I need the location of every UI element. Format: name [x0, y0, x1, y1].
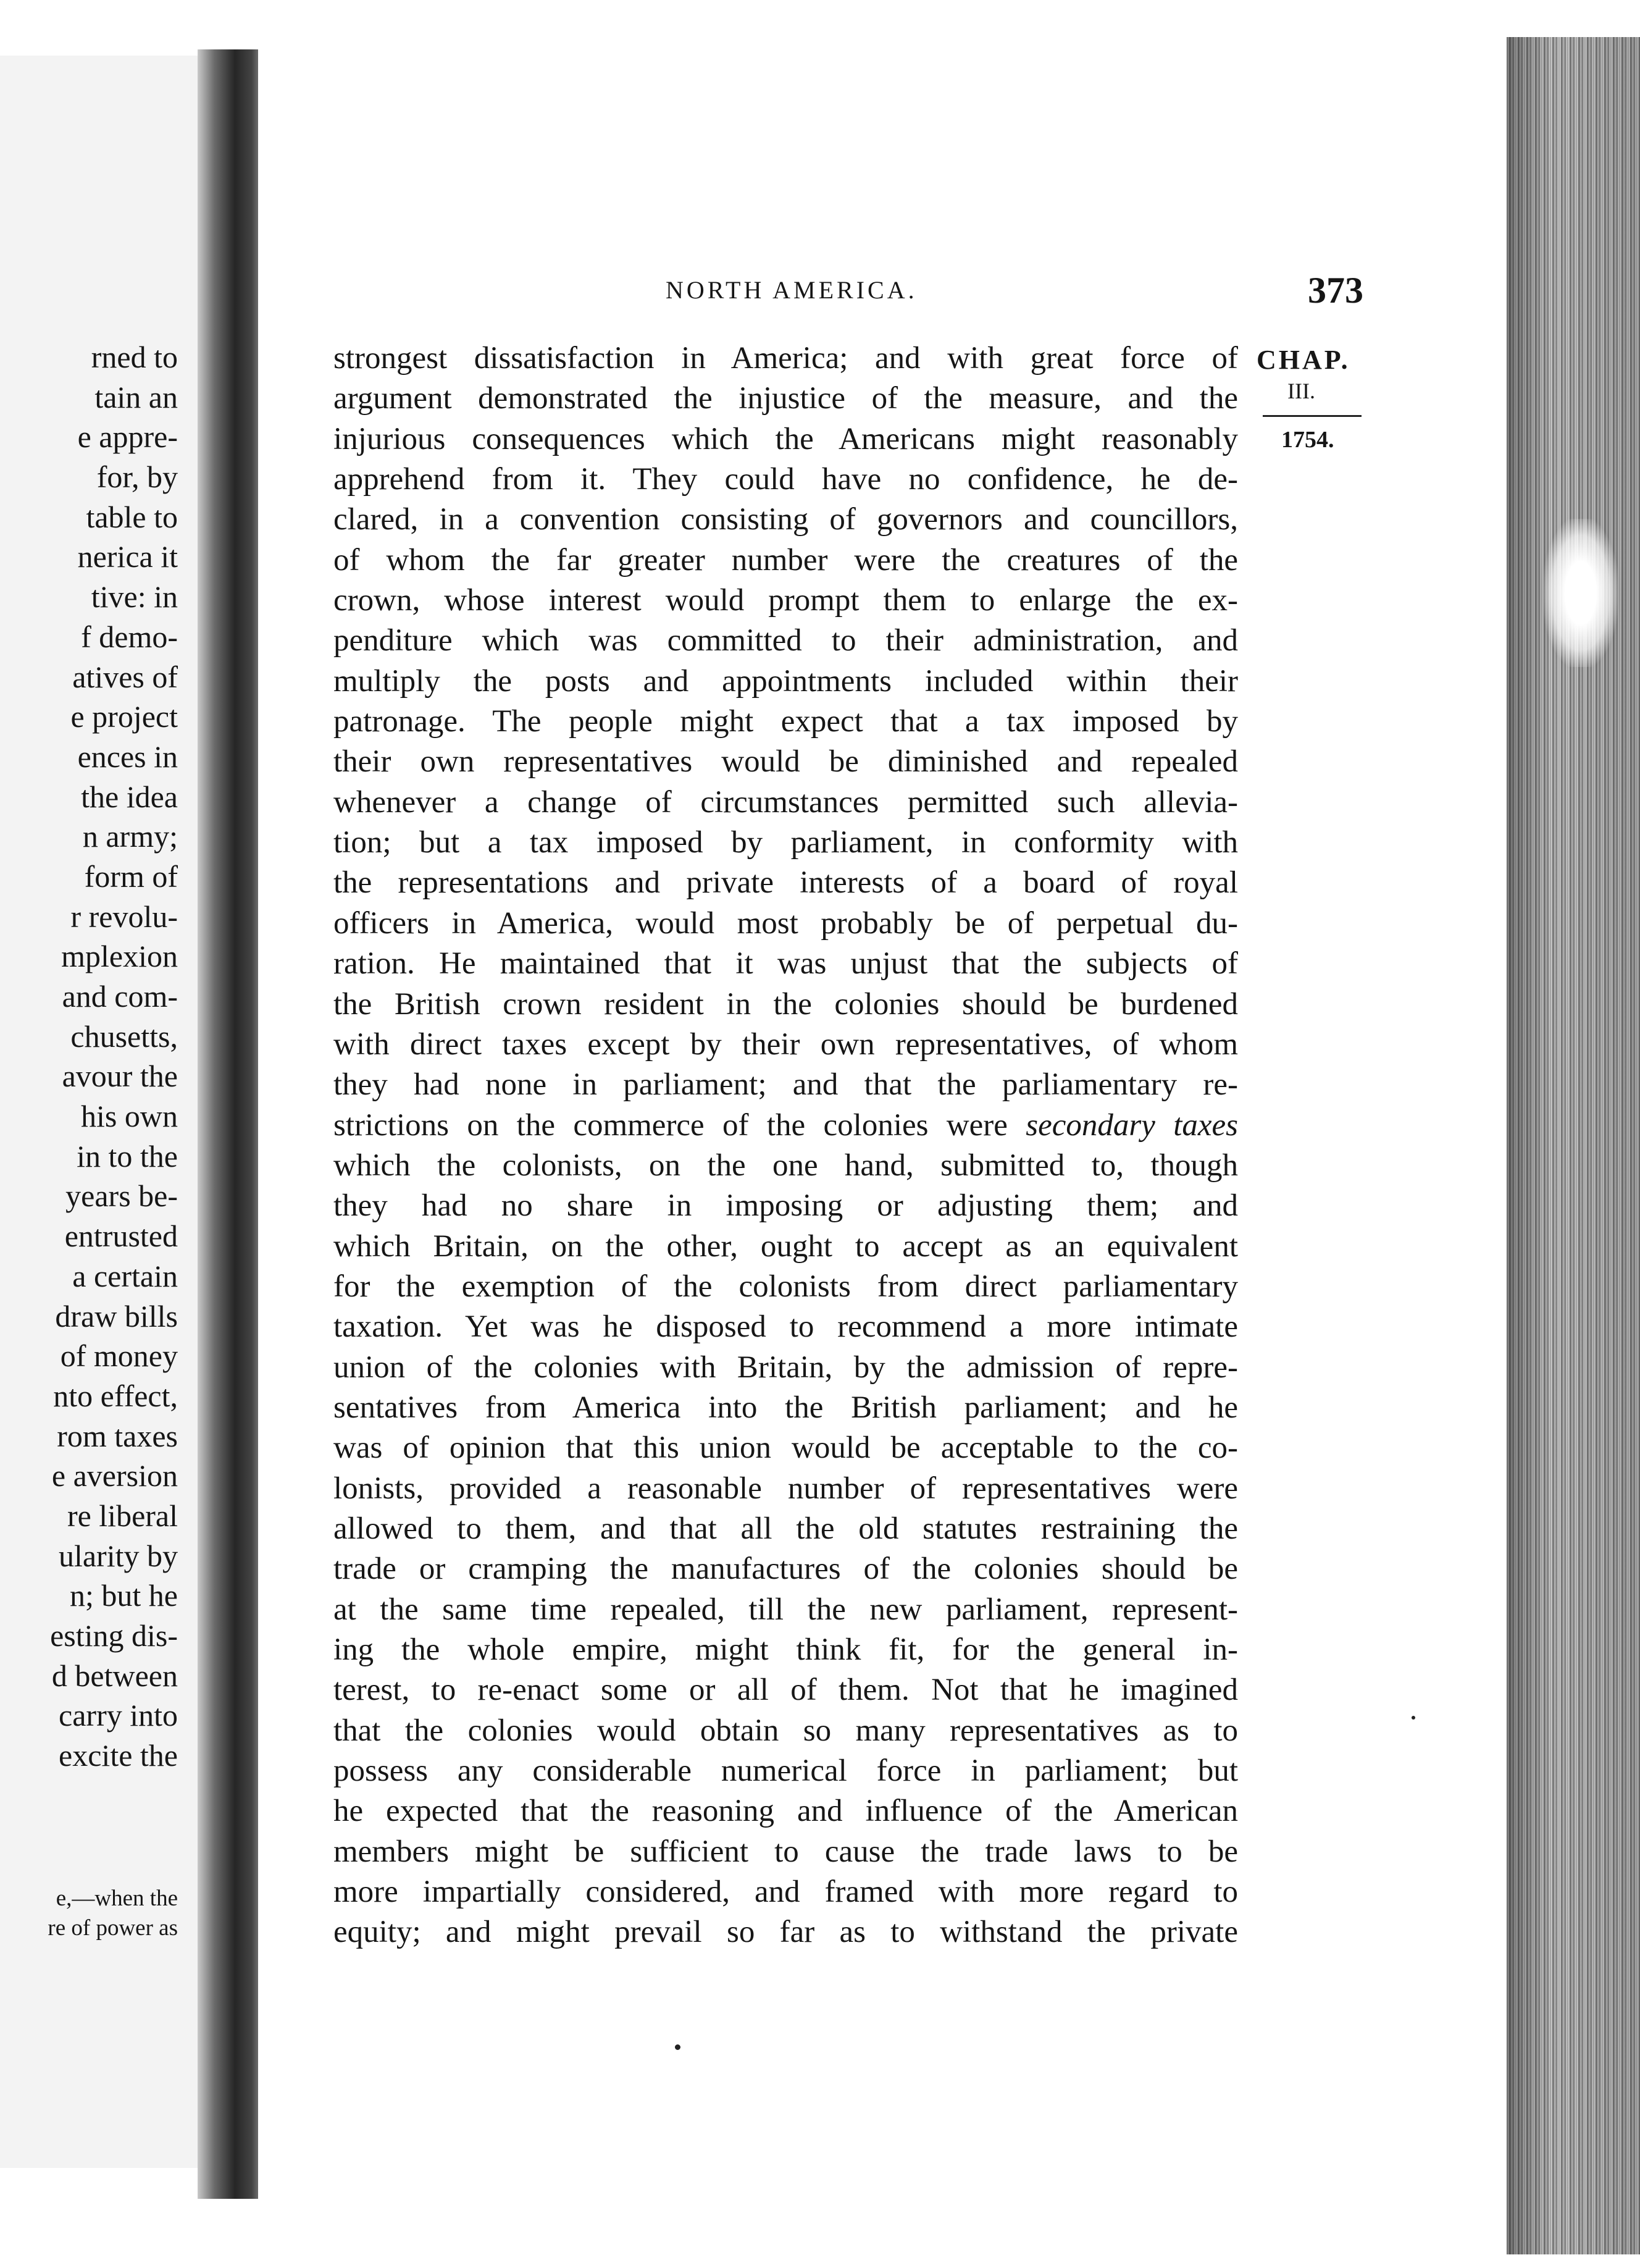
page-number: 373: [1308, 270, 1363, 311]
body-line: the British crown resident in the colonies should be burdened: [333, 986, 1238, 1022]
left-page-line: years be-: [65, 1178, 178, 1214]
body-line: for the exemption of the colonists from direct parliamentary: [333, 1269, 1238, 1304]
body-line: ration. He maintained that it was unjust that the subjects of: [333, 946, 1238, 981]
body-line: crown, whose interest would prompt them to enlarge the ex-: [333, 583, 1238, 618]
left-page-line: e appre-: [77, 419, 178, 455]
left-page-line: esting dis-: [50, 1618, 178, 1653]
body-line-start: strictions on the commerce of the colonies were: [333, 1107, 1008, 1143]
body-line: injurious consequences which the Americans might reasonably: [333, 421, 1238, 456]
margin-rule: [1263, 415, 1362, 417]
left-page-line: n; but he: [70, 1578, 178, 1613]
left-page-line: a certain: [72, 1258, 178, 1293]
page-block-edges: [1507, 37, 1640, 2254]
body-line: trade or cramping the manufactures of the colonies should be: [333, 1552, 1238, 1587]
left-page-line: the idea: [81, 779, 178, 814]
left-page-line: e project: [70, 699, 178, 734]
italic-phrase: secondary taxes: [1026, 1107, 1238, 1143]
body-line: patronage. The people might expect that a tax imposed by: [333, 704, 1238, 739]
left-page-line: entrusted: [64, 1219, 178, 1254]
left-page-text-fragments: [50, 337, 178, 1776]
body-line: their own representatives would be diminished and repealed: [333, 744, 1238, 779]
body-line: apprehend from it. They could have no confidence, he de-: [333, 462, 1238, 497]
body-line: multiply the posts and appointments included within their: [333, 663, 1238, 699]
body-line: lonists, provided a reasonable number of representatives were: [333, 1471, 1238, 1506]
left-page-line: d between: [51, 1658, 178, 1693]
left-page-line: nto effect,: [53, 1378, 178, 1413]
left-page-line: ences in: [77, 739, 178, 774]
body-line: they had no share in imposing or adjusting them; and: [333, 1188, 1238, 1224]
left-page-line: of money: [60, 1338, 178, 1374]
margin-year: 1754.: [1281, 427, 1334, 453]
margin-chapter-number: III.: [1287, 379, 1315, 403]
left-page-line: form of: [84, 859, 178, 894]
book-gutter-shadow: [198, 49, 266, 2199]
left-page-line: atives of: [72, 659, 178, 694]
body-line: clared, in a convention consisting of governors and councillors,: [333, 502, 1238, 537]
left-page-line: tain an: [94, 379, 178, 414]
body-text: [333, 338, 1238, 1953]
left-page-line: re liberal: [67, 1498, 178, 1533]
body-line: which the colonists, on the one hand, submitted to, though: [333, 1148, 1238, 1183]
left-footnote-line: e,—when the: [56, 1886, 178, 1911]
body-line: more impartially considered, and framed with more regard to: [333, 1875, 1238, 1910]
left-page-line: avour the: [62, 1059, 178, 1094]
body-line: argument demonstrated the injustice of the measure, and the: [333, 381, 1238, 416]
body-line: with direct taxes except by their own representatives, of whom: [333, 1027, 1238, 1062]
body-line: of whom the far greater number were the creatures of the: [333, 542, 1238, 578]
body-line: strongest dissatisfaction in America; and with great force of: [333, 341, 1238, 376]
left-page-line: draw bills: [55, 1298, 178, 1334]
left-page-line: for, by: [96, 460, 178, 495]
left-page-line: rned to: [91, 340, 178, 374]
left-facing-page: [0, 56, 204, 2168]
body-line: which Britain, on the other, ought to accept as an equivalent: [333, 1228, 1238, 1264]
left-page-line: rom taxes: [57, 1418, 178, 1453]
torn-paper-mark: [1544, 519, 1618, 667]
body-line: members might be sufficient to cause the trade laws to be: [333, 1834, 1238, 1869]
body-line: terest, to re-enact some or all of them. Not that he imagined: [333, 1673, 1238, 1708]
left-footnote-line: re of power as: [48, 1915, 178, 1941]
body-line: allowed to them, and that all the old statutes restraining the: [333, 1511, 1238, 1546]
body-line: was of opinion that this union would be acceptable to the co-: [333, 1430, 1238, 1466]
body-line: union of the colonies with Britain, by the admission of repre-: [333, 1350, 1238, 1385]
body-line: whenever a change of circumstances permitted such allevia-: [333, 784, 1238, 820]
body-line: sentatives from America into the British parliament; and he: [333, 1390, 1238, 1425]
ink-speck: [1412, 1716, 1415, 1720]
body-line: taxation. Yet was he disposed to recommend a more intimate: [333, 1309, 1238, 1345]
left-page-line: table to: [86, 499, 178, 534]
left-page-line: carry into: [59, 1698, 178, 1733]
left-page-line: r revolu-: [70, 899, 178, 934]
running-head: NORTH AMERICA.: [666, 276, 918, 304]
left-page-line: mplexion: [61, 939, 178, 974]
body-line: the representations and private interests of a board of royal: [333, 865, 1238, 901]
left-page-footnote-fragments: [48, 1884, 178, 1943]
left-page-line: n army;: [82, 819, 178, 854]
body-line: possess any considerable numerical force in parliament; but: [333, 1754, 1238, 1789]
left-page-line: excite the: [59, 1738, 178, 1773]
body-line: equity; and might prevail so far as to withstand the private: [333, 1915, 1238, 1950]
body-line: at the same time repealed, till the new parliament, represent-: [333, 1592, 1238, 1627]
ink-speck: [675, 2044, 680, 2050]
margin-chapter-label: CHAP.: [1257, 345, 1350, 375]
body-line: officers in America, would most probably be of perpetual du-: [333, 905, 1238, 941]
body-line: tion; but a tax imposed by parliament, in conformity with: [333, 825, 1238, 860]
left-page-line: chusetts,: [70, 1018, 178, 1054]
body-line: that the colonies would obtain so many representatives as to: [333, 1713, 1238, 1748]
body-line-with-italic: [333, 1106, 1238, 1146]
left-page-line: in to the: [77, 1138, 178, 1174]
body-line: they had none in parliament; and that the parliamentary re-: [333, 1067, 1238, 1102]
body-line: he expected that the reasoning and influence of the American: [333, 1794, 1238, 1829]
left-page-line: and com-: [62, 979, 178, 1014]
left-page-line: nerica it: [77, 539, 178, 574]
left-page-line: tive: in: [91, 579, 178, 615]
body-line: ing the whole empire, might think fit, for the general in-: [333, 1632, 1238, 1667]
left-page-line: his own: [81, 1099, 178, 1134]
left-page-line: e aversion: [51, 1458, 178, 1493]
left-page-line: f demo-: [81, 619, 178, 654]
body-line: penditure which was committed to their administration, and: [333, 623, 1238, 658]
left-page-line: ularity by: [58, 1538, 178, 1573]
